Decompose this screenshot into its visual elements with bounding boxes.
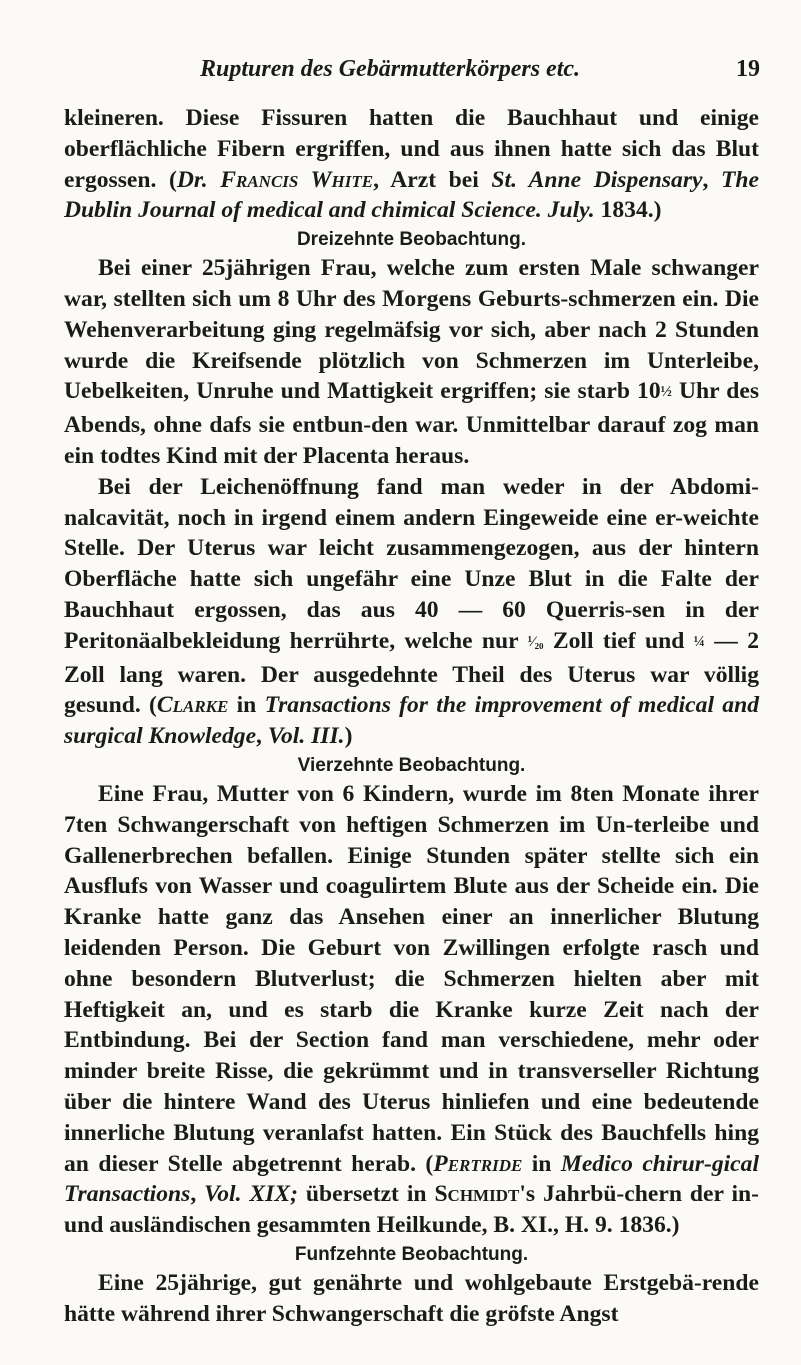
- text-run-italic: Vol. XIX;: [204, 1181, 298, 1208]
- author-name: Schmidt: [434, 1181, 520, 1208]
- text-run: ,: [190, 1181, 205, 1208]
- text-run: übersetzt in: [297, 1181, 435, 1208]
- observation-heading-14: Vierzehnte Beobachtung.: [297, 754, 526, 776]
- text-run: , Arzt bei: [373, 166, 492, 193]
- fraction: ½: [660, 384, 672, 401]
- text-run: kleineren. Diese Fissuren hatten die Bauchhaut und einige oberflächliche Fibern ergriffen, und aus ihnen hatte sich das Blut ergossen. (: [64, 105, 759, 193]
- text-run: Uhr des Abends, ohne dafs sie entbun-den war. Unmittelbar darauf zog man ein todtes Kind mit der Placenta heraus.: [64, 378, 760, 469]
- text-run: 1834.): [594, 197, 662, 224]
- text-run-italic: St. Anne Dispensary: [491, 166, 703, 193]
- running-title: Rupturen des Gebärmutterkörpers etc.: [200, 56, 581, 82]
- text-run: in: [228, 692, 265, 719]
- body-text: [64, 103, 759, 1329]
- fraction: ¹⁄₂₀: [527, 633, 544, 650]
- author-name: Clarke: [156, 692, 229, 719]
- paragraph: Eine 25jährige, gut genährte und wohlgebaute Erstgebä-rende hätte während ihrer Schwangerschaft die gröfste Angst: [64, 1269, 759, 1327]
- paragraph: [64, 779, 759, 1241]
- text-run: Zoll tief und: [543, 627, 694, 654]
- text-run: Bei einer 25jährigen Frau, welche zum ersten Male schwanger war, stellten sich um 8 Uhr des Morgens Geburts-schmerzen ein. Die Wehenverarbeitung ging regelmäfsig vor sich, aber nach 2 Stunden wurde die Kreifsende plötzlich von Schmerzen im Unterleibe, Uebelkeiten, Unruhe und Mattigkeit ergriffen; sie starb 10: [64, 255, 759, 405]
- running-header: [0, 50, 760, 90]
- text-run: ): [344, 723, 353, 750]
- text-run: 's Jahrbü-chern der in- und ausländischen gesammten Heilkunde, B. XI., H. 9. 1836.): [64, 1181, 759, 1239]
- fraction: ¼: [693, 633, 705, 650]
- page-number: 19: [736, 56, 760, 82]
- text-run: in: [522, 1150, 561, 1177]
- journal-title: Medico chirur-gical Transactions: [64, 1150, 759, 1208]
- paragraph: [64, 472, 759, 752]
- journal-title: Transactions for the improvement of medical and surgical Knowledge: [64, 692, 759, 750]
- text-run-italic: Dr.: [176, 166, 208, 193]
- text-run-italic: Vol. III.: [267, 723, 345, 750]
- text-run: — 2 Zoll lang waren. Der ausgedehnte Theil des Uterus war völlig gesund. (: [64, 627, 759, 719]
- journal-title: The Dublin Journal of medical and chimical Science. July.: [64, 166, 760, 224]
- text-run: ,: [702, 166, 721, 193]
- observation-heading-15: Funfzehnte Beobachtung.: [294, 1243, 529, 1265]
- paragraph-continuation: [64, 103, 759, 226]
- author-name: Pertride: [433, 1150, 523, 1177]
- text-run: ,: [256, 723, 268, 750]
- paragraph: [64, 253, 759, 472]
- author-name: Francis White: [220, 166, 374, 193]
- observation-heading-13: Dreizehnte Beobachtung.: [296, 229, 527, 251]
- text-run: Eine Frau, Mutter von 6 Kindern, wurde im 8ten Monate ihrer 7ten Schwangerschaft von heftigen Schmerzen im Un-terleibe und Gallenerbrechen befallen. Einige Stunden später stellte sich ein Ausflufs von Wasser und coagulirtem Blute aus der Scheide ein. Die Kranke hatte ganz das Ansehen einer an innerlicher Blutung leidenden Person. Die Geburt von Zwillingen erfolgte rasch und ohne besondern Blutverlust; die Schmerzen hielten aber mit Heftigkeit an, und es starb die Kranke kurze Zeit nach der Entbindung. Bei der Section fand man verschiedene, mehr oder minder breite Risse, die gekrümmt und in transverseller Richtung über die hintere Wand des Uterus hinliefen und eine bedeutende innerliche Blutung veranlafst hatten. Ein Stück des Bauchfells hing an dieser Stelle abgetrennt herab. (: [64, 780, 759, 1177]
- text-run: Bei der Leichenöffnung fand man weder in der Abdomi-nalcavität, noch in irgend einem andern Eingeweide eine er-weichte Stelle. Der Uterus war leicht zusammengezogen, aus der hintern Oberfläche hatte sich ungefähr eine Unze Blut in die Falte der Bauchhaut ergossen, das aus 40 — 60 Querris-sen in der Peritonäalbekleidung herrührte, welche nur: [64, 473, 759, 654]
